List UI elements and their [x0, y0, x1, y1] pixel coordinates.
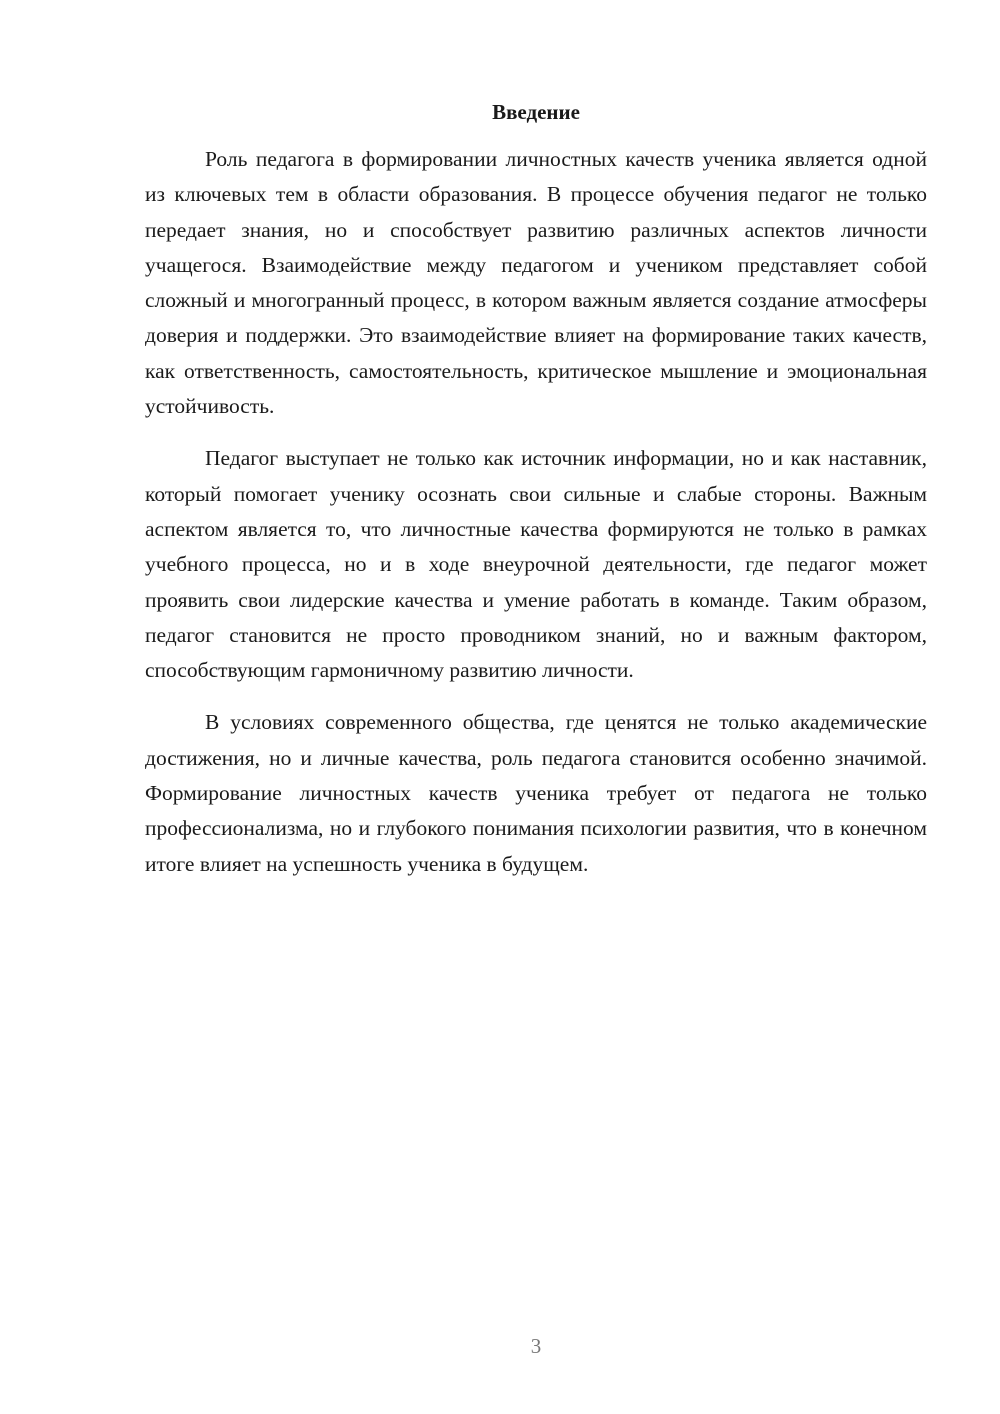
paragraph-1: Роль педагога в формировании личностных качеств ученика является одной из ключевых тем в области образования. В процессе обучения педагог не только передает знания, но и способствует развитию различных аспектов личности учащегося. Взаимодействие между педагогом и учеником представляет собой сложный и многогранный процесс, в котором важным является создание атмосферы доверия и поддержки. Это взаимодействие влияет на формирование таких качеств, как ответственность, самостоятельность, критическое мышление и эмоциональная устойчивость. — [145, 147, 927, 419]
body-text — [145, 142, 927, 899]
page-number: 3 — [530, 1334, 542, 1358]
page-title: Введение — [492, 100, 580, 124]
paragraph-2: Педагог выступает не только как источник информации, но и как наставник, который помогает ученику осознать свои сильные и слабые стороны. Важным аспектом является то, что личностные качества формируются не только в рамках учебного процесса, но и в ходе внеурочной деятельности, где педагог может проявить свои лидерские качества и умение работать в команде. Таким образом, педагог становится не просто проводником знаний, но и важным фактором, способствующим гармоничному развитию личности. — [145, 446, 927, 683]
paragraph-3: В условиях современного общества, где ценятся не только академические достижения, но и личные качества, роль педагога становится особенно значимой. Формирование личностных качеств ученика требует от педагога не только профессионализма, но и глубокого понимания психологии развития, что в конечном итоге влияет на успешность ученика в будущем. — [145, 710, 927, 876]
